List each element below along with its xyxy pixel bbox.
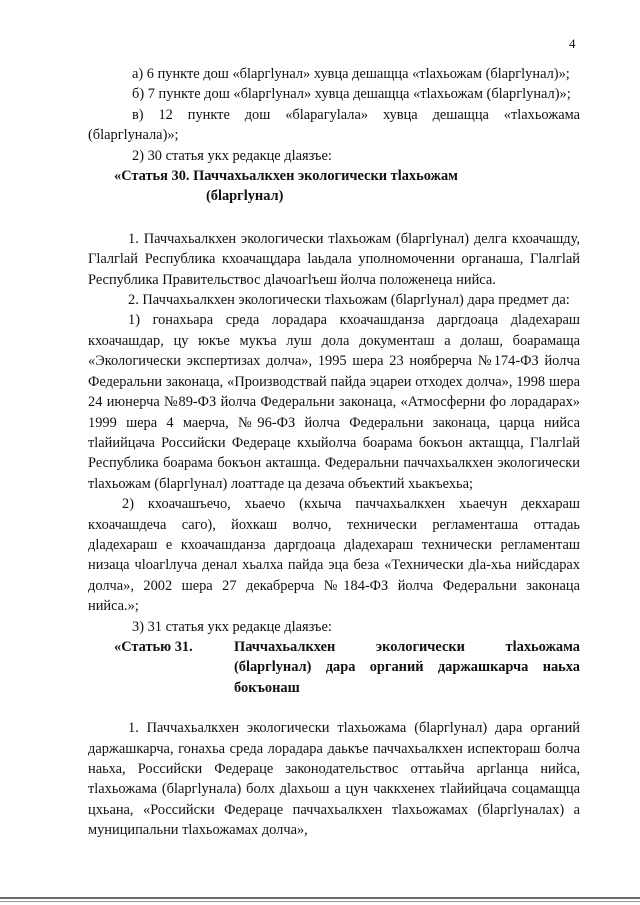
- scan-bottom-edge-secondary: [0, 901, 640, 902]
- article-30-paragraph-1: 1. Паччахьалкхен экологически тlахьожам (бlаргlунал) делга кхоачашду, Гlалгlай Республика кхоачащдара lаьдала уполномоченни органаша, Гlалгlай Республика Правительствос дlачоагlъеш йолча положенеца нийса.: [88, 230, 580, 288]
- paragraph-item-2: 2) 30 статья укх редакце дlаязъе:: [132, 147, 332, 164]
- article-30-heading-line1: «Статья 30. Паччахьалкхен экологически тlахьожам: [114, 168, 458, 185]
- scan-bottom-edge: [0, 897, 640, 899]
- article-30-heading: [88, 166, 580, 207]
- article-30-subitem-1: 1) гонахьара среда лорадара кхоачашданза даргдоаца дlадехараш кхоачашдар, цу юкъе мукъа луш дола документаш а долаш, боарамаща «Экологически экспертизах долча», 1995 шера 23 ноябрерча №174-ФЗ йолча Федеральни законаца, «Производствай пайда эцареи отходех долча», 1998 шера 24 июнерча №89-ФЗ йолча Федеральни законаца, «Атмосферни фо лорадарах» 1999 шера 4 маерча, №96-ФЗ йолча Федеральни законаца, царца нийса тlайийцача Российски Федераце кхыйолча боарама бокъон актащца, Гlалгlай Республика боарама бокъон акташца. Федеральни паччахьалкхен экологически тlахьожам (бlаргlунал) лоаттаде ца дезача объектий хьакъехьа;: [88, 312, 580, 492]
- article-31-paragraph-1: 1. Паччахьалкхен экологически тlахьожама (бlаргlунал) дара органий даржашкарча, гонахьа среда лорадара даькъе паччахьалкхен испектораш болча наьха, Российски Федераце законодательствос оттаьйча аргlанца нийса, тlахьожама (бlаргlунала) болх дlахьош а цун чаккхенех тlайийцача соцамащца цхьана, «Российски Федераце паччахьалкхен тlахьожамах (бlаргlуналах) а муниципальни тlахьожамах долча»,: [88, 720, 580, 839]
- article-31-label: «Статью 31.: [114, 638, 193, 655]
- document-body: [88, 64, 580, 841]
- paragraph-item-v: в) 12 пункте дош «бlарагуlала» хувца дешащца «тlахьожама (бlаргlунала)»;: [88, 106, 580, 144]
- paragraph-item-3: 3) 31 статья укх редакце дlаязъе:: [132, 618, 332, 635]
- article-31-title: Паччахьалкхен экологически тlахьожама (бlаргlунал) дара органий даржашкарча наьха бокъонаш: [234, 638, 580, 696]
- article-30-paragraph-2: 2. Паччахьалкхен экологически тlахьожам (бlаргlунал) дара предмет да:: [128, 292, 570, 309]
- paragraph-item-b: б) 7 пункте дош «бlаргlунал» хувца дешащца «тlахьожам (бlаргlунал)»;: [132, 86, 571, 103]
- article-30-heading-line2: (бlаргlунал): [206, 188, 284, 205]
- article-31-heading: [88, 637, 580, 698]
- paragraph-item-a: а) 6 пункте дош «бlаргlунал» хувца дешащца «тlахьожам (бlаргlунал)»;: [132, 66, 570, 82]
- page-number: 4: [569, 36, 576, 51]
- article-30-subitem-2: 2) кхоачашъечо, хьаечо (кхыча паччахьалкхен хьаечун декхараш кхоачашдеча саго), йохкаш волчо, технически регламенташа оттадаь дlадехараш е кхоачашданза даргдоаца дlадехараш технически регламенташ низаца чlоагlлуча денал хьалха пайда эца беза «Технически дlа-хьа нийсдарах долча», 2002 шера 27 декабрерча №184-ФЗ йолча Федеральни законаца нийса.»;: [88, 496, 580, 615]
